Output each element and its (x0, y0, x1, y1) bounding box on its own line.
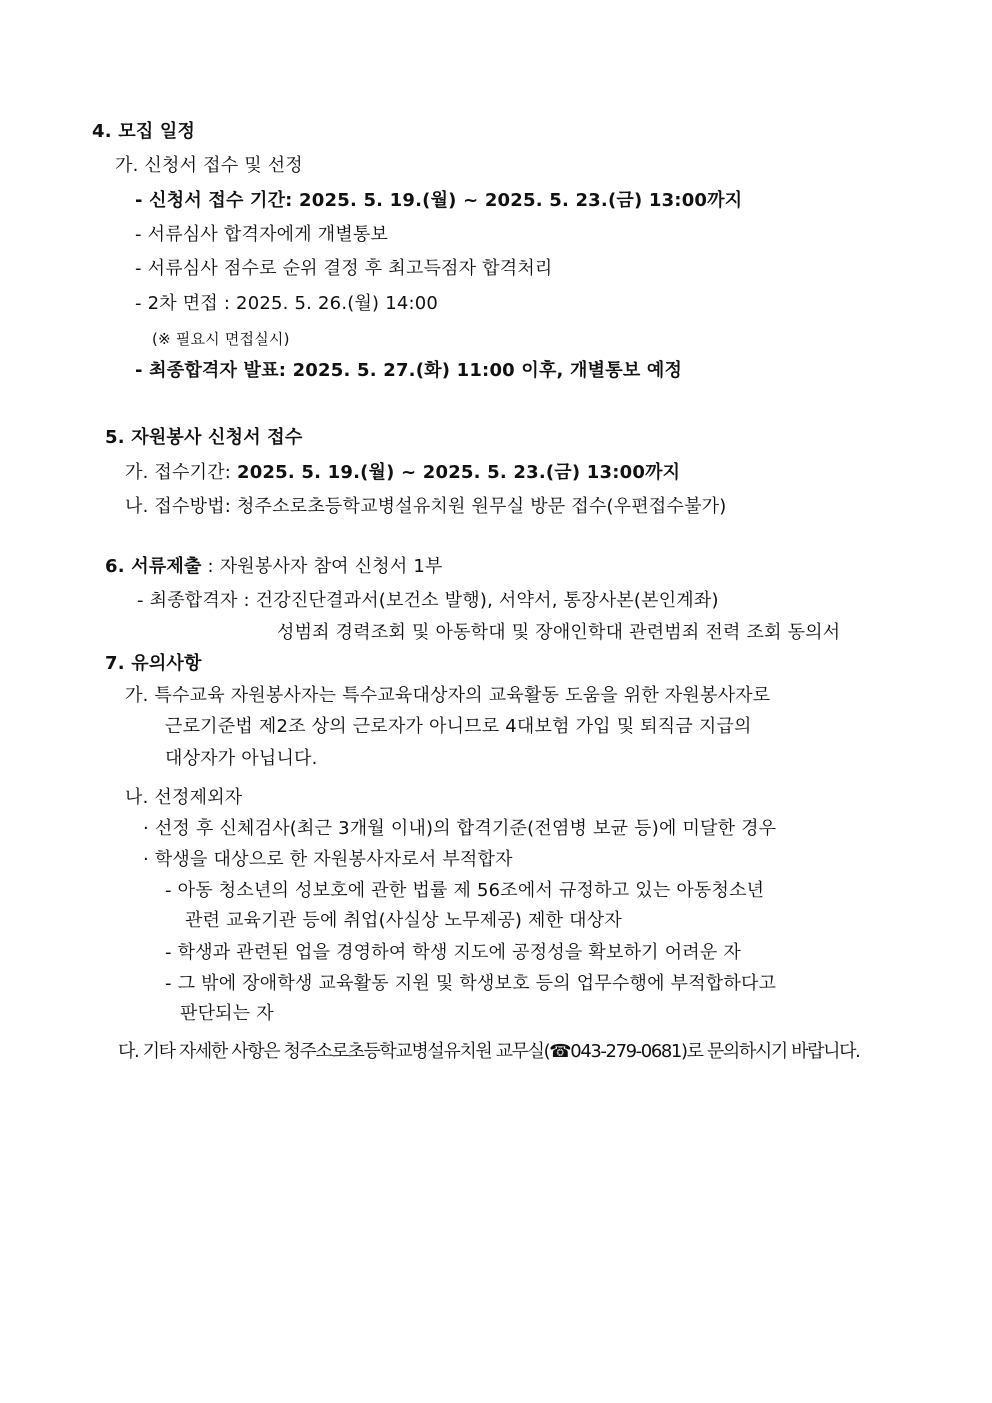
section-7-heading: 7. 유의사항 (105, 653, 202, 674)
interview-date: - 2차 면접 : 2025. 5. 26.(월) 14:00 (135, 293, 439, 314)
required-documents: - 최종합격자 : 건강진단결과서(보건소 발행), 서약서, 통장사본(본인계좌) (137, 590, 719, 611)
exclusion-sub-2: - 학생과 관련된 업을 경영하여 학생 지도에 공정성을 확보하기 어려운 자 (165, 942, 741, 963)
document-review-notice: - 서류심사 합격자에게 개별통보 (135, 224, 389, 245)
final-announcement: - 최종합격자 발표: 2025. 5. 27.(화) 11:00 이후, 개별통보 예정 (135, 360, 683, 381)
reception-period (125, 461, 680, 485)
exclusion-heading: 나. 선정제외자 (125, 787, 243, 808)
reception-period-value: 2025. 5. 19.(월) ~ 2025. 5. 23.(금) 13:00까지 (236, 462, 681, 483)
section-4-heading: 4. 모집 일정 (92, 121, 196, 142)
interview-note: (※ 필요시 면접실시) (152, 330, 290, 348)
contact-info: 다. 기타 자세한 사항은 청주소로초등학교병설유치원 교무실(☎043-279-0681)로 문의하시기 바랍니다. (118, 1041, 860, 1062)
application-period: - 신청서 접수 기간: 2025. 5. 19.(월) ~ 2025. 5. 23.(금) 13:00까지 (135, 190, 743, 211)
section-6-heading (105, 555, 443, 579)
exclusion-item-1: · 선정 후 신체검사(최근 3개월 이내)의 합격기준(전염병 보균 등)에 미달한 경우 (143, 818, 777, 839)
section-4-subheading: 가. 신청서 접수 및 선정 (115, 155, 303, 176)
exclusion-sub-3-line1: - 그 밖에 장애학생 교육활동 지원 및 학생보호 등의 업무수행에 부적합하다고 (165, 973, 777, 994)
section-6-title-rest: : 자원봉사자 참여 신청서 1부 (201, 556, 443, 577)
reception-method: 나. 접수방법: 청주소로초등학교병설유치원 원무실 방문 접수(우편접수불가) (125, 496, 727, 517)
exclusion-item-2: · 학생을 대상으로 한 자원봉사자로서 부적합자 (143, 849, 513, 870)
section-6-title: 6. 서류제출 (105, 556, 202, 577)
reception-period-label: 가. 접수기간: (125, 462, 237, 483)
notice-a-line3: 대상자가 아닙니다. (165, 748, 318, 769)
ranking-rule: - 서류심사 점수로 순위 결정 후 최고득점자 합격처리 (135, 258, 553, 279)
notice-a-line1: 가. 특수교육 자원봉사자는 특수교육대상자의 교육활동 도움을 위한 자원봉사자로 (125, 685, 771, 706)
notice-a-line2: 근로기준법 제2조 상의 근로자가 아니므로 4대보험 가입 및 퇴직금 지급의 (165, 716, 752, 737)
exclusion-sub-1-line1: - 아동 청소년의 성보호에 관한 법률 제 56조에서 규정하고 있는 아동청소년 (165, 880, 765, 901)
exclusion-sub-3-line2: 판단되는 자 (180, 1003, 274, 1024)
required-documents-continued: 성범죄 경력조회 및 아동학대 및 장애인학대 관련범죄 전력 조회 동의서 (277, 622, 841, 643)
section-5-heading: 5. 자원봉사 신청서 접수 (105, 427, 303, 448)
exclusion-sub-1-line2: 관련 교육기관 등에 취업(사실상 노무제공) 제한 대상자 (185, 910, 622, 931)
